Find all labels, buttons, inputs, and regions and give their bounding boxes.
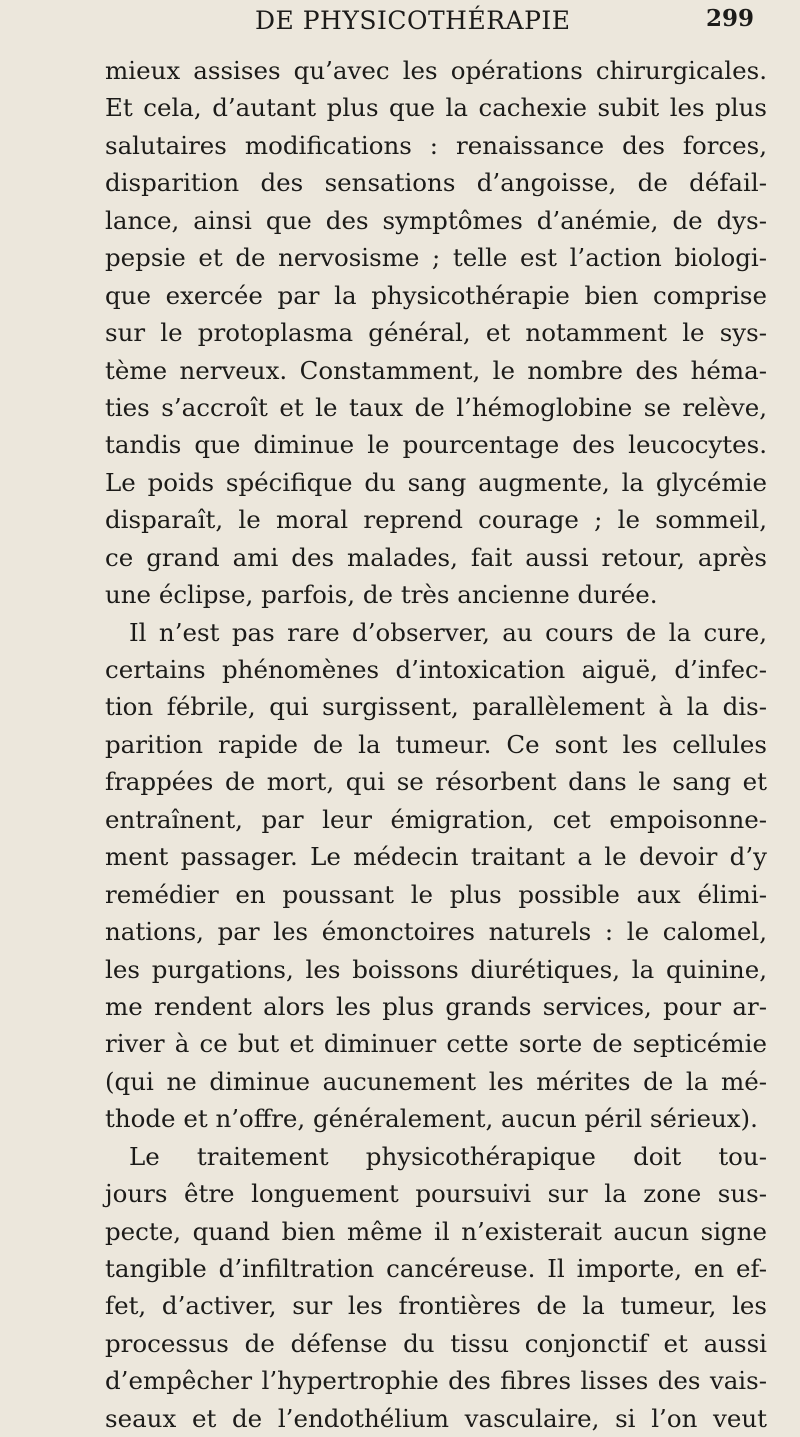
running-head [0, 4, 800, 38]
text-line: mieux assises qu’avec les opérations chirurgicales. [105, 56, 767, 85]
text-line: (qui ne diminue aucunement les mérites de la mé- [105, 1066, 767, 1096]
body-text [105, 52, 767, 1437]
text-line: entraînent, par leur émigration, cet empoisonne- [105, 804, 767, 834]
text-line: sur le protoplasma général, et notamment le sys- [105, 318, 767, 348]
text-line: certains phénomènes d’intoxication aiguë, d’infec- [105, 655, 767, 684]
text-line: salutaires modifications : renaissance des forces, [105, 130, 767, 160]
text-line: disparition des sensations d’angoisse, de défail- [105, 168, 767, 198]
text-line: parition rapide de la tumeur. Ce sont les cellules [105, 729, 767, 759]
text-line: river à ce but et diminuer cette sorte de septicémie [105, 1029, 767, 1059]
paragraph-start-line: Il n’est pas rare d’observer, au cours de la cure, [129, 617, 767, 647]
text-line: frappées de mort, qui se résorbent dans le sang et [105, 767, 767, 797]
text-line: ment passager. Le médecin traitant a le devoir d’y [105, 842, 767, 872]
text-line: nations, par les émonctoires naturels : le calomel, [105, 917, 767, 947]
text-line: disparaît, le moral reprend courage ; le sommeil, [105, 505, 767, 535]
text-line: que exercée par la physicothérapie bien comprise [105, 280, 767, 310]
text-line: jours être longuement poursuivi sur la zone sus- [105, 1179, 767, 1209]
running-title: DE PHYSICOTHÉRAPIE [255, 6, 571, 35]
text-line: thode et n’offre, généralement, aucun péril sérieux). [105, 1104, 758, 1134]
text-line: ce grand ami des malades, fait aussi retour, après [105, 542, 767, 572]
text-line: fet, d’activer, sur les frontières de la tumeur, les [105, 1291, 767, 1321]
text-line: tangible d’infiltration cancéreuse. Il importe, en ef- [105, 1254, 767, 1283]
text-line: remédier en poussant le plus possible aux élimi- [105, 879, 767, 909]
text-line: d’empêcher l’hypertrophie des fibres lisses des vais- [105, 1366, 767, 1396]
text-line: Et cela, d’autant plus que la cachexie subit les plus [105, 93, 767, 123]
text-line: pecte, quand bien même il n’existerait aucun signe [105, 1216, 767, 1246]
text-line: les purgations, les boissons diurétiques, la quinine, [105, 954, 767, 984]
text-line: tion fébrile, qui surgissent, parallèlement à la dis- [105, 692, 767, 722]
text-line: seaux et de l’endothélium vasculaire, si l’on veut [105, 1403, 767, 1433]
text-line: Le poids spécifique du sang augmente, la glycémie [105, 467, 767, 497]
paragraph-start-line: Le traitement physicothérapique doit tou- [129, 1141, 767, 1171]
text-line: une éclipse, parfois, de très ancienne durée. [105, 580, 658, 610]
text-line: ties s’accroît et le taux de l’hémoglobine se relève, [105, 392, 767, 422]
text-line: me rendent alors les plus grands services, pour ar- [105, 991, 767, 1021]
page-number: 299 [705, 5, 754, 32]
text-line: pepsie et de nervosisme ; telle est l’action biologi- [105, 243, 767, 273]
text-line: tandis que diminue le pourcentage des leucocytes. [105, 430, 767, 460]
text-line: tème nerveux. Constamment, le nombre des héma- [105, 355, 767, 385]
text-line: processus de défense du tissu conjonctif et aussi [105, 1328, 767, 1358]
text-line: lance, ainsi que des symptômes d’anémie, de dys- [105, 205, 767, 235]
